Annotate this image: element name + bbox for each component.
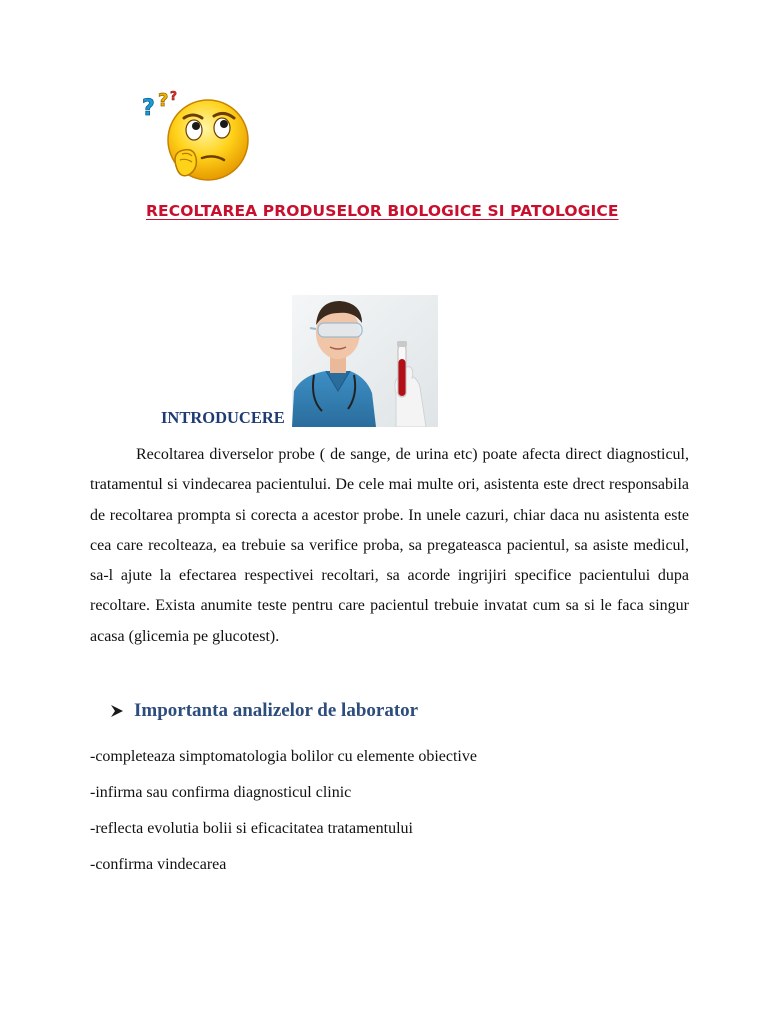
list-item: -infirma sau confirma diagnosticul clinic (90, 784, 352, 801)
svg-text:?: ? (142, 96, 155, 121)
introduction-paragraph: Recoltarea diverselor probe ( de sange, de urina etc) poate afecta direct diagnosticul, tratamentul si vindecarea pacientului. De cele mai multe ori, asistenta este drect responsabila de recoltarea prompta si corecta a acestor probe. In unele cazuri, chiar daca nu asistenta este cea care recolteaza, ea trebuie sa verifice proba, sa pregateasca pacientul, sa asiste medicul, sa-l ajute la efectarea respectivei recoltari, sa acorde ingrijiri specifice pacientului dupa recoltare. Exista anumite teste pentru care pacientul trebuie invatat cum sa si le faca singur acasa (glicemia pe glucotest). (90, 446, 689, 645)
list-item: -reflecta evolutia bolii si eficacitatea tratamentului (90, 820, 413, 837)
svg-text:?: ? (170, 89, 177, 103)
importance-list (90, 746, 477, 890)
list-item: -confirma vindecarea (90, 856, 227, 873)
arrow-bullet-icon (110, 704, 124, 718)
svg-text:?: ? (158, 90, 169, 111)
list-item: -completeaza simptomatologia bolilor cu elemente obiective (90, 748, 477, 765)
thinking-face-icon (138, 88, 256, 188)
lab-technician-image (292, 295, 438, 427)
section-heading (110, 700, 418, 722)
document-title: RECOLTAREA PRODUSELOR BIOLOGICE SI PATOLOGICE (146, 202, 619, 220)
section-heading-text: Importanta analizelor de laborator (134, 700, 419, 721)
introduction-heading: INTRODUCERE (161, 408, 285, 427)
